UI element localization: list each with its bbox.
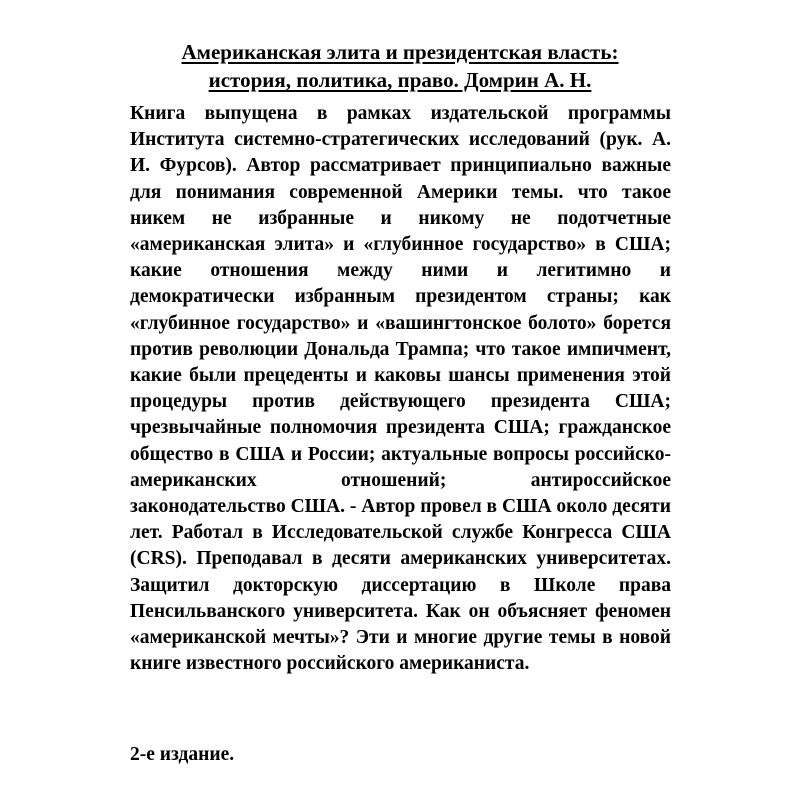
- book-title-line-1: Американская элита и президентская власть:: [181, 40, 619, 64]
- book-title: [0, 38, 800, 94]
- book-description: Книга выпущена в рамках издательской программы Института системно-стратегических исследований (рук. А. И. Фурсов). Автор рассматривает принципиально важные для понимания современной Америки темы. что такое никем не избранные и никому не подотчетные «американская элита» и «глубинное государство» в США; какие отношения между ними и легитимно и демократически избранным президентом страны; как «глубинное государство» и «вашингтонское болото» борется против революции Дональда Трампа; что такое импичмент, какие были прецеденты и каковы шансы применения этой процедуры против действующего президента США; чрезвычайные полномочия президента США; гражданское общество в США и России; актуальные вопросы российско-американских отношений; антироссийское законодательство США. - Автор провел в США около десяти лет. Работал в Исследовательской службе Конгресса США (CRS). Преподавал в десяти американских университетах. Защитил докторскую диссертацию в Школе права Пенсильванского университета. Как он объясняет феномен «американской мечты»? Эти и многие другие темы в новой книге известного российского американиста.: [130, 103, 671, 675]
- book-title-line-2: история, политика, право. Домрин А. Н.: [208, 68, 592, 92]
- edition-note: 2-е издание.: [130, 744, 235, 765]
